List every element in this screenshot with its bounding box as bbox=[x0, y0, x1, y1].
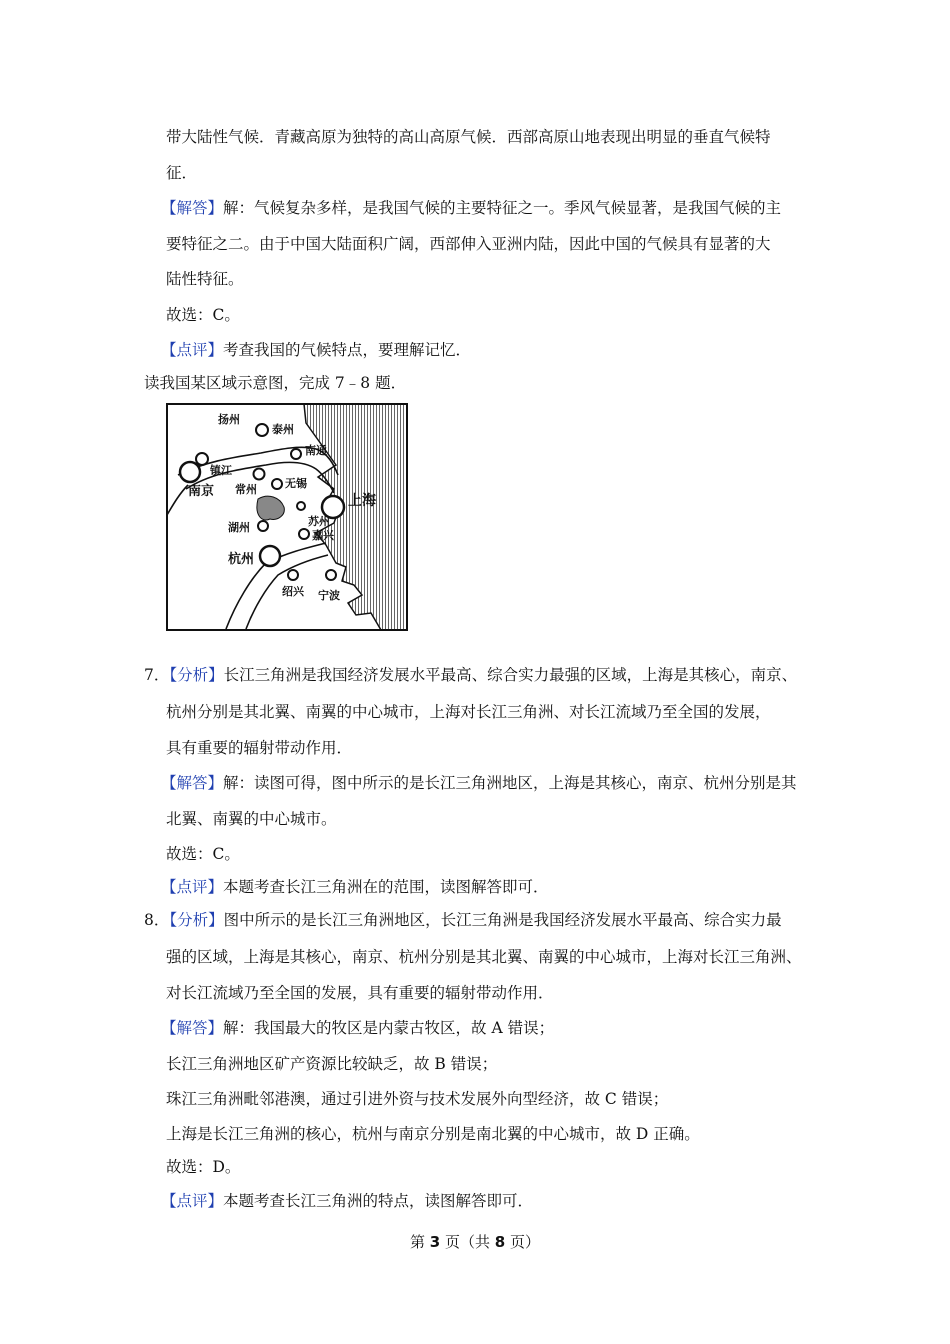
text-line: 征． bbox=[166, 164, 198, 182]
city-label: 镇江 bbox=[210, 464, 232, 477]
city-label: 杭州 bbox=[228, 552, 255, 567]
city-label: 嘉兴 bbox=[312, 529, 334, 542]
city-label: 无锡 bbox=[285, 477, 307, 490]
text-line: 北翼、南翼的中心城市。 bbox=[166, 810, 337, 828]
analysis-tag: 【分析】 bbox=[169, 666, 224, 684]
text-line: 具有重要的辐射带动作用． bbox=[166, 739, 353, 757]
question-number: 7． bbox=[144, 666, 170, 684]
text-line: 上海是长江三角洲的核心，杭州与南京分别是南北翼的中心城市，故 D 正确。 bbox=[166, 1125, 700, 1143]
comment-line bbox=[161, 877, 549, 897]
city-label: 南通 bbox=[305, 444, 327, 457]
analysis-line bbox=[144, 665, 797, 685]
comment-tag: 【点评】 bbox=[161, 878, 224, 896]
text-line: 陆性特征。 bbox=[166, 270, 244, 288]
question-intro: 读我国某区域示意图，完成 7﹣8 题． bbox=[144, 374, 407, 392]
text-line: 故选：C。 bbox=[166, 306, 240, 324]
text-line: 长江三角洲地区矿产资源比较缺乏，故 B 错误； bbox=[166, 1055, 498, 1073]
city-marker bbox=[254, 469, 265, 480]
comment-tag: 【点评】 bbox=[161, 341, 224, 359]
city-label: 南京 bbox=[188, 484, 215, 499]
city-marker bbox=[297, 502, 305, 510]
comment-tag: 【点评】 bbox=[161, 1192, 224, 1210]
answer-line bbox=[161, 773, 797, 793]
answer-tag: 【解答】 bbox=[161, 1019, 224, 1037]
page-total: 8 bbox=[494, 1233, 506, 1251]
text-line: 长江三角洲是我国经济发展水平最高、综合实力最强的区域，上海是其核心，南京、 bbox=[223, 666, 798, 684]
footer-text: 页） bbox=[505, 1233, 540, 1251]
city-marker bbox=[260, 546, 280, 566]
analysis-line bbox=[144, 910, 782, 930]
text-line: 强的区域，上海是其核心，南京、杭州分别是其北翼、南翼的中心城市，上海对长江三角洲、 bbox=[166, 948, 802, 966]
city-marker bbox=[256, 424, 268, 436]
answer-tag: 【解答】 bbox=[161, 774, 224, 792]
text-line: 解：气候复杂多样，是我国气候的主要特征之一。季风气候显著，是我国气候的主 bbox=[223, 199, 782, 217]
text-line: 杭州分别是其北翼、南翼的中心城市，上海对长江三角洲、对长江流域乃至全国的发展， bbox=[166, 703, 771, 721]
text-line: 本题考查长江三角洲在的范围，读图解答即可． bbox=[223, 878, 549, 896]
comment-line bbox=[161, 340, 471, 360]
city-label: 绍兴 bbox=[282, 585, 304, 598]
text-line: 故选：C。 bbox=[166, 845, 240, 863]
text-line: 本题考查长江三角洲的特点，读图解答即可． bbox=[223, 1192, 534, 1210]
city-label: 泰州 bbox=[272, 423, 294, 436]
page-footer bbox=[0, 1231, 950, 1252]
footer-text: 页（共 bbox=[440, 1233, 495, 1251]
answer-tag: 【解答】 bbox=[161, 199, 224, 217]
city-marker bbox=[196, 453, 208, 465]
city-marker bbox=[291, 449, 301, 459]
page-number: 3 bbox=[429, 1233, 441, 1251]
city-label: 宁波 bbox=[318, 589, 340, 602]
city-label: 苏州 bbox=[308, 515, 330, 528]
city-label: 上海 bbox=[348, 493, 376, 509]
city-marker bbox=[180, 462, 200, 482]
text-line: 考查我国的气候特点，要理解记忆． bbox=[223, 341, 472, 359]
text-line: 对长江流域乃至全国的发展，具有重要的辐射带动作用． bbox=[166, 984, 554, 1002]
city-label: 常州 bbox=[235, 483, 257, 496]
city-label: 扬州 bbox=[218, 413, 240, 426]
answer-line bbox=[161, 1018, 554, 1038]
answer-line bbox=[161, 198, 781, 218]
text-line: 要特征之二。由于中国大陆面积广阔，西部伸入亚洲内陆，因此中国的气候具有显著的大 bbox=[166, 235, 771, 253]
text-line: 故选：D。 bbox=[166, 1158, 241, 1176]
city-marker bbox=[288, 570, 298, 580]
yangtze-delta-map bbox=[166, 403, 408, 631]
footer-text: 第 bbox=[410, 1233, 430, 1251]
city-marker bbox=[326, 570, 336, 580]
text-line: 图中所示的是长江三角洲地区，长江三角洲是我国经济发展水平最高、综合实力最 bbox=[223, 911, 782, 929]
city-marker bbox=[258, 521, 268, 531]
text-line: 珠江三角洲毗邻港澳，通过引进外资与技术发展外向型经济，故 C 错误； bbox=[166, 1090, 669, 1108]
city-label: 湖州 bbox=[228, 521, 250, 534]
analysis-tag: 【分析】 bbox=[169, 911, 224, 929]
question-number: 8． bbox=[144, 911, 170, 929]
text-line: 带大陆性气候．青藏高原为独特的高山高原气候．西部高原山地表现出明显的垂直气候特 bbox=[166, 128, 771, 146]
comment-line bbox=[161, 1191, 533, 1211]
city-marker bbox=[272, 479, 282, 489]
text-line: 解：读图可得，图中所示的是长江三角洲地区，上海是其核心，南京、杭州分别是其 bbox=[223, 774, 797, 792]
text-line: 解：我国最大的牧区是内蒙古牧区，故 A 错误； bbox=[223, 1019, 555, 1037]
city-marker bbox=[299, 529, 309, 539]
